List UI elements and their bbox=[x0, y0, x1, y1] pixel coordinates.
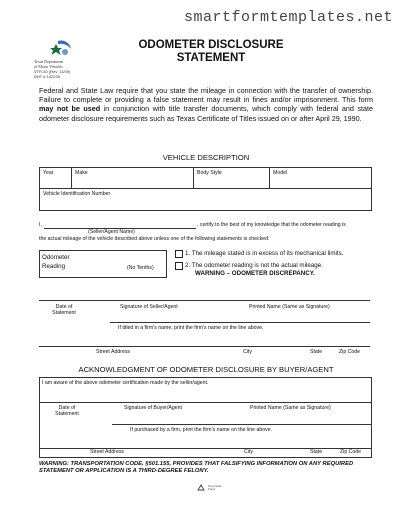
odometer-label-line-2: Reading bbox=[42, 263, 66, 270]
certify-line-2: the actual mileage of the vehicle described above unless one of the following statements is checked: bbox=[39, 236, 270, 242]
texas-dmv-star-logo-icon bbox=[44, 37, 74, 59]
vin-label: Vehicle Identification Number bbox=[43, 191, 111, 197]
recycle-icon bbox=[196, 484, 206, 494]
seller-agent-name-label: (Seller/Agent Name) bbox=[88, 229, 135, 235]
buyer-state-label: State bbox=[310, 449, 323, 455]
form-number-line-1: VTR-40 (Rev. 11/09) bbox=[34, 69, 71, 74]
buyer-acknowledgment-heading: ACKNOWLEDGMENT OF ODOMETER DISCLOSURE BY BUYER/AGENT bbox=[78, 365, 334, 374]
odometer-label-line-1: Odometer bbox=[42, 254, 70, 261]
recycle-label-line-2: Paper bbox=[208, 487, 216, 492]
mechanical-limits-checkbox[interactable] bbox=[175, 250, 183, 258]
intro-part-2: in conjunction with title transfer documents, which comply with federal and state odometer disclosure requirements such as Texas Certificate of Titles issued on or after April 29, 1990. bbox=[39, 104, 373, 123]
mechanical-limits-label: 1. The mileage stated is in excess of its mechanical limits. bbox=[185, 250, 344, 257]
buyer-signature-label: Signature of Buyer/Agent bbox=[124, 405, 182, 411]
buyer-date-label bbox=[42, 405, 92, 417]
buyer-signature-line[interactable] bbox=[40, 402, 371, 403]
seller-zip-label: Zip Code bbox=[339, 349, 361, 355]
seller-city-label: City bbox=[243, 349, 252, 355]
buyer-zip-label: Zip Code bbox=[340, 449, 362, 455]
buyer-city-label: City bbox=[244, 449, 253, 455]
title-line-2: STATEMENT bbox=[176, 52, 246, 64]
odometer-discrepancy-warning: WARNING – ODOMETER DISCREPANCY. bbox=[195, 270, 315, 277]
page-title bbox=[108, 39, 314, 65]
seller-firm-name-line[interactable] bbox=[110, 322, 370, 323]
odometer-reading-field[interactable] bbox=[39, 250, 167, 278]
intro-paragraph bbox=[39, 86, 373, 123]
intro-part-1: Federal and State Law require that you state the mileage in connection with the transfer of ownership. Failure to complete or providing a false statement may result in fines and/or imprisonment. This form bbox=[39, 86, 373, 105]
department-name bbox=[34, 60, 63, 69]
certify-suffix: , certify to the best of my knowledge that the odometer reading is bbox=[197, 222, 346, 228]
seller-firm-note: If titled in a firm’s name, print the firm’s name on the line above. bbox=[118, 325, 264, 331]
buyer-printed-name-label: Printed Name (Same as Signature) bbox=[250, 405, 331, 411]
recycle-label bbox=[208, 485, 222, 492]
seller-signature-label: Signature of Seller/Agent bbox=[120, 304, 178, 310]
seller-printed-name-label: Printed Name (Same as Signature) bbox=[249, 304, 330, 310]
buyer-aware-statement: I am aware of the above odometer certification made by the seller/agent. bbox=[42, 380, 209, 386]
model-field[interactable] bbox=[270, 168, 371, 188]
not-actual-mileage-checkbox[interactable] bbox=[175, 262, 183, 270]
body-style-field[interactable] bbox=[194, 168, 270, 188]
seller-signature-line[interactable] bbox=[39, 300, 370, 301]
buyer-firm-name-line[interactable] bbox=[112, 424, 371, 425]
buyer-firm-note: If purchased by a firm, print the firm’s name on the line above. bbox=[130, 427, 273, 433]
dept-line-2: of Motor Vehicles bbox=[34, 63, 63, 69]
dept-line-1: Texas Department bbox=[34, 59, 64, 64]
form-number-line-2: DHT # 142235 bbox=[34, 73, 60, 79]
year-label: Year bbox=[43, 170, 54, 176]
model-label: Model bbox=[273, 170, 288, 176]
seller-street-label: Street Address bbox=[96, 349, 131, 355]
seller-address-line[interactable] bbox=[39, 346, 370, 347]
recycle-label-line-1: Recyclable bbox=[208, 484, 222, 488]
make-label: Make bbox=[75, 170, 88, 176]
seller-date-label-line-1: Date of bbox=[55, 304, 73, 310]
intro-emphasis: may not be used bbox=[39, 104, 101, 114]
title-line-1: ODOMETER DISCLOSURE bbox=[138, 39, 284, 51]
buyer-date-label-line-2: Statement bbox=[55, 411, 79, 417]
seller-date-label-line-2: Statement bbox=[52, 310, 76, 316]
make-field[interactable] bbox=[72, 168, 194, 188]
vehicle-description-box bbox=[39, 167, 372, 211]
buyer-acknowledgment-box bbox=[39, 377, 372, 458]
seller-date-label bbox=[39, 304, 89, 316]
seller-state-label: State bbox=[310, 349, 323, 355]
vin-field[interactable] bbox=[40, 189, 371, 210]
body-style-label: Body Style bbox=[197, 170, 222, 176]
buyer-street-label: Street Address bbox=[90, 449, 125, 455]
not-actual-mileage-label: 2. The odometer reading is not the actual mileage. bbox=[185, 262, 323, 269]
certify-prefix: I, bbox=[39, 222, 42, 228]
vehicle-description-heading: VEHICLE DESCRIPTION bbox=[162, 153, 250, 162]
site-watermark: smartformtemplates.net bbox=[183, 9, 393, 26]
buyer-date-label-line-1: Date of bbox=[58, 405, 76, 411]
year-field[interactable] bbox=[40, 168, 72, 188]
no-tenths-label: (No Tenths) bbox=[127, 265, 154, 271]
felony-warning: WARNING: TRANSPORTATION CODE, §501.155, PROVIDES THAT FALSIFYING INFORMATION ON ANY REQUIRED STATEMENT OR APPLICATION IS A THIRD-DEGREE FELONY. bbox=[39, 461, 354, 475]
form-number bbox=[34, 70, 70, 79]
